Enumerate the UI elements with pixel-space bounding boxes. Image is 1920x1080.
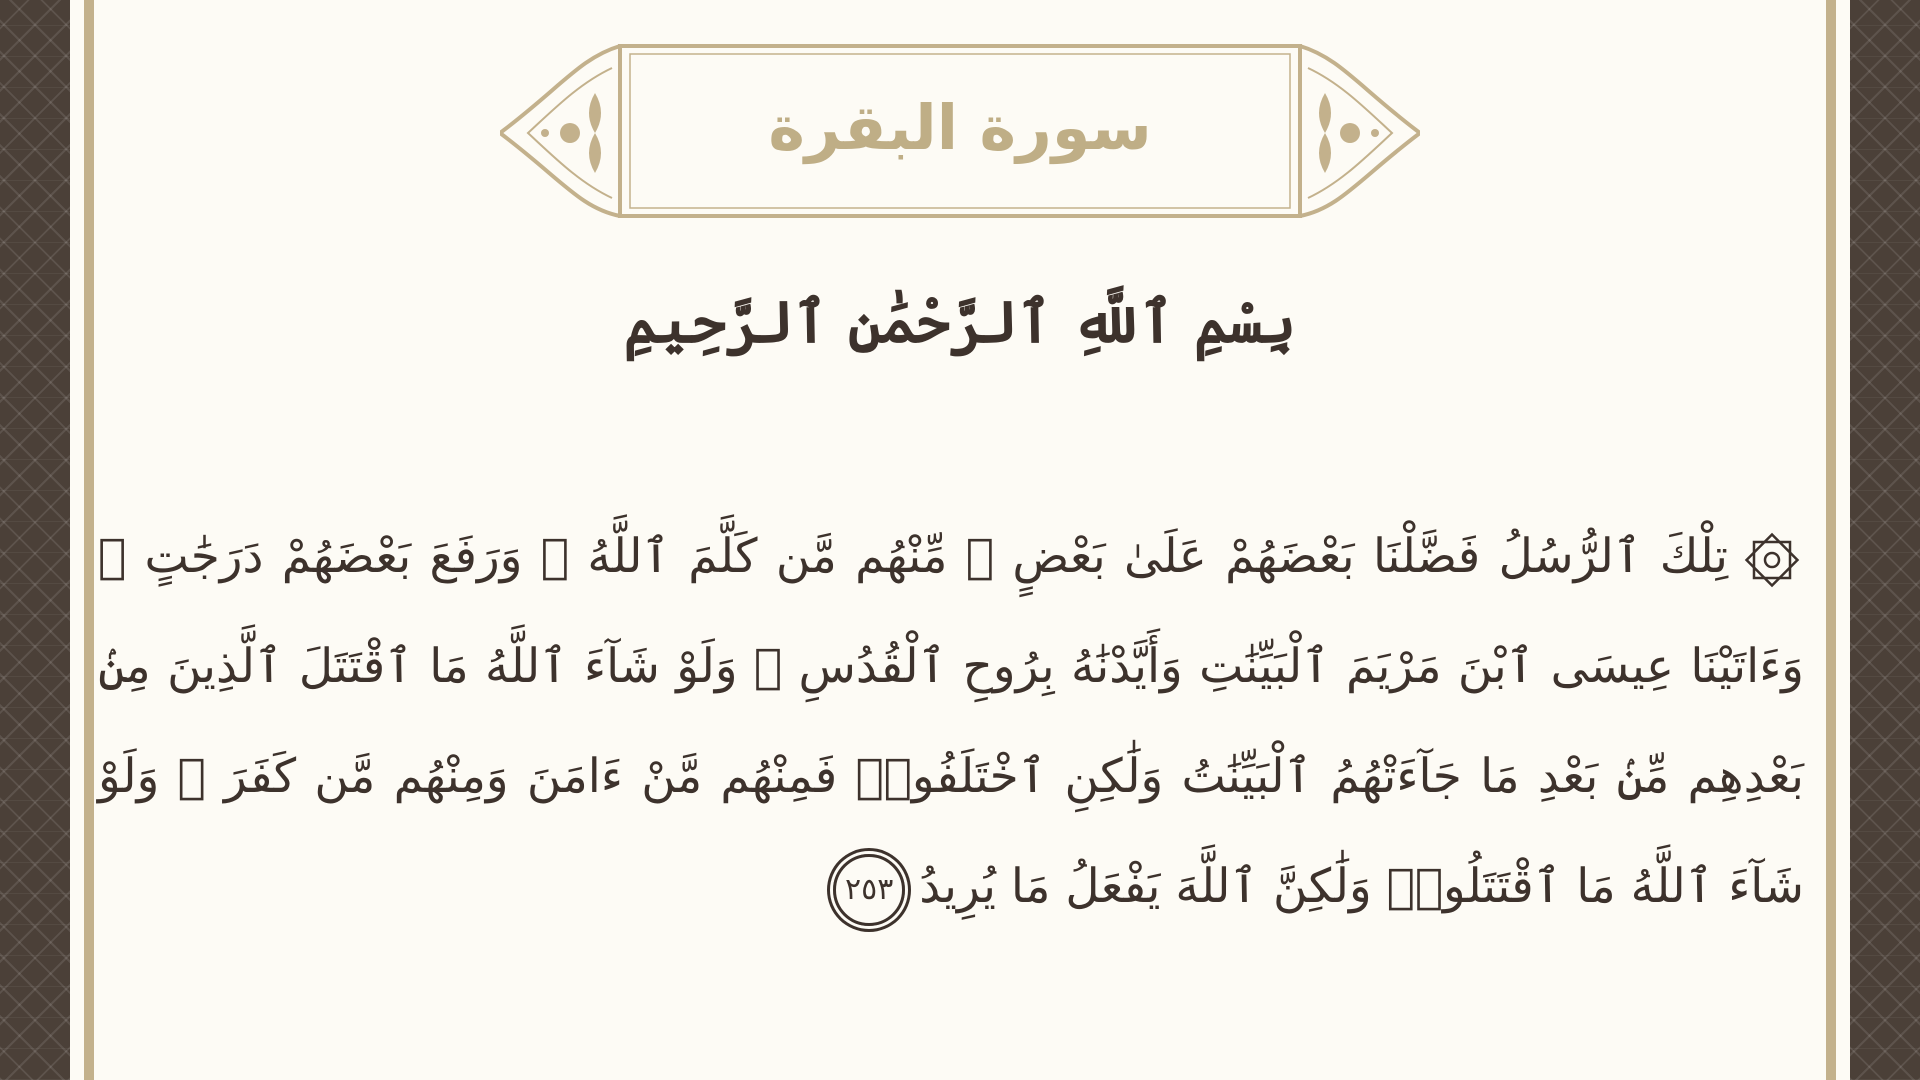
quran-page bbox=[70, 0, 1850, 1080]
verse-block bbox=[98, 502, 1804, 942]
left-ornamental-border bbox=[0, 0, 70, 1080]
rub-el-hizb-icon bbox=[1740, 528, 1804, 592]
ayah-number-badge: ٢٥٣ bbox=[833, 854, 905, 926]
surah-title: سورة البقرة bbox=[768, 90, 1152, 164]
basmala: بِسْمِ ٱللَّهِ ٱلرَّحْمَٰنِ ٱلرَّحِيمِ bbox=[623, 288, 1297, 356]
right-ornamental-border bbox=[1850, 0, 1920, 1080]
right-gold-rule bbox=[1826, 0, 1836, 1080]
verse-text: تِلْكَ ٱلرُّسُلُ فَضَّلْنَا بَعْضَهُمْ عَلَىٰ بَعْضٍ ۘ مِّنْهُم مَّن كَلَّمَ ٱللَّهُ ۖ وَرَفَعَ بَعْضَهُمْ دَرَجَٰتٍ ۚ وَءَاتَيْنَا عِيسَى ٱبْنَ مَرْيَمَ ٱلْبَيِّنَٰتِ وَأَيَّدْنَٰهُ بِرُوحِ ٱلْقُدُسِ ۗ وَلَوْ شَآءَ ٱللَّهُ مَا ٱقْتَتَلَ ٱلَّذِينَ مِنۢ بَعْدِهِم مِّنۢ بَعْدِ مَا جَآءَتْهُمُ ٱلْبَيِّنَٰتُ وَلَٰكِنِ ٱخْتَلَفُوا۟ فَمِنْهُم مَّنْ ءَامَنَ وَمِنْهُم مَّن كَفَرَ ۚ وَلَوْ شَآءَ ٱللَّهُ مَا ٱقْتَتَلُوا۟ وَلَٰكِنَّ ٱللَّهَ يَفْعَلُ مَا يُرِيدُ bbox=[98, 529, 1804, 914]
surah-header-frame bbox=[500, 38, 1420, 228]
left-gold-rule bbox=[84, 0, 94, 1080]
